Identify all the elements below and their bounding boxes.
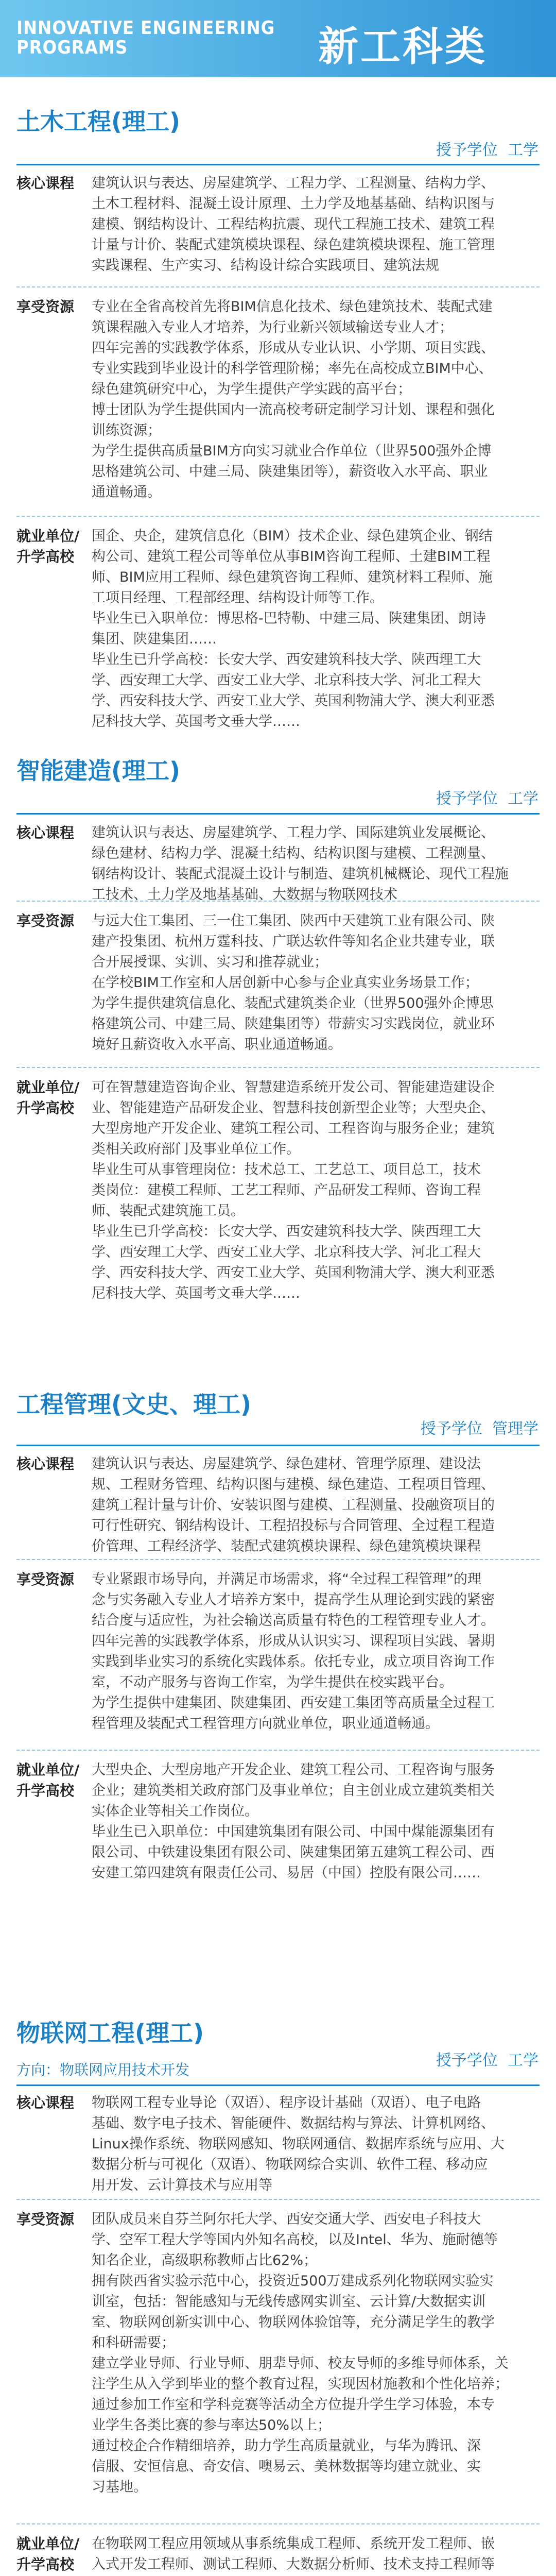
content-line: 学、空军工程大学等国内外知名高校，以及Intel、华为、施耐德等: [92, 2232, 498, 2248]
content-line: 专业紧跟市场导向，并满足市场需求，将“全过程工程管理”的理: [92, 1571, 481, 1587]
content-line: 四年完善的实践教学体系，形成从认识实习、课程项目实践、暑期: [92, 1633, 495, 1649]
program-section: [0, 77, 556, 730]
content-line: 为学生提供高质量BIM方向实习就业合作单位（世界500强外企博: [92, 443, 492, 459]
program-title: 智能建造(理工): [16, 757, 181, 785]
content-line: 建筑工程计量与计价、安装识图与建模、工程测量、投融资项目的: [92, 1497, 495, 1513]
row-content: [92, 2534, 540, 2576]
content-line: 绿色建筑研究中心，为学生提供产学实践的高平台；: [92, 381, 411, 397]
content-line: 用开发、云计算技术与应用等: [92, 2177, 272, 2193]
row-label: [16, 173, 89, 194]
banner-title-en-line1: INNOVATIVE ENGINEERING: [16, 18, 275, 39]
content-line: 工技术、土力学及地基基础、大数据与物联网技术: [92, 887, 397, 903]
content-line: 类岗位：建模工程师、工艺工程师、产品研发工程师、咨询工程: [92, 1182, 481, 1198]
content-line: 习基地。: [92, 2479, 147, 2495]
content-line: 毕业生已入职单位：中国建筑集团有限公司、中国中煤能源集团有: [92, 1824, 495, 1840]
content-line: 工项目经理、工程部经理、结构设计师等工作。: [92, 590, 384, 606]
content-line: 学、西安科技大学、西安工业大学、英国利物浦大学、澳大利亚悉: [92, 1265, 495, 1281]
content-line: 企业；建筑类相关政府部门及事业单位；自主创业成立建筑类相关: [92, 1783, 495, 1799]
row-label: [16, 1569, 89, 1590]
degree-label: 授予学位: [436, 141, 498, 159]
row-label-line: 就业单位/: [16, 1079, 80, 1096]
content-line: 师、BIM应用工程师、绿色建筑咨询工程师、建筑材料工程师、施: [92, 569, 493, 585]
content-line: 师、装配式建筑施工员。: [92, 1203, 245, 1219]
content-line: 价管理、工程经济学、装配式建筑模块课程、绿色建筑模块课程: [92, 1538, 481, 1554]
content-line: 建模、钢结构设计、工程结构抗震、现代工程施工技术、建筑工程: [92, 216, 495, 232]
banner-title-en-line2: PROGRAMS: [16, 37, 128, 58]
content-line: 大型房地产开发企业、建筑工程公司、工程咨询与服务企业；建筑: [92, 1121, 495, 1137]
row-divider: [16, 901, 540, 902]
row-label: [16, 2534, 89, 2575]
content-line: 和科研需要；: [92, 2335, 175, 2351]
row-label: [16, 1454, 89, 1475]
content-line: 建筑认识与表达、房屋建筑学、工程力学、工程测量、结构力学、: [92, 175, 495, 191]
row-content: [92, 1077, 540, 1304]
content-line: 注学生从入学到毕业的整个教育过程，实现因材施教和个性化培养；: [92, 2376, 509, 2392]
program-direction: 方向：物联网应用技术开发: [16, 2061, 190, 2078]
content-line: 为学生提供建筑信息化、装配式建筑类企业（世界500强外企博思: [92, 995, 494, 1011]
degree-label: 授予学位: [436, 2052, 498, 2070]
row-label: [16, 2093, 89, 2113]
content-line: 毕业生已入职单位：博思格-巴特勒、中建三局、陕建集团、朗诗: [92, 611, 486, 626]
content-line: 业、智能建造产品研发企业、智慧科技创新型企业等；大型央企、: [92, 1100, 495, 1116]
degree-info: [436, 786, 538, 808]
content-line: 思格建筑公司、中建三局、陕建集团等），薪资收入水平高、职业: [92, 464, 488, 480]
content-line: 建产投集团、杭州万霆科技、广联达软件等知名企业共建专业，联: [92, 934, 495, 950]
content-line: 境好且薪资收入水平高、职业通道畅通。: [92, 1037, 342, 1053]
program-section: [0, 1994, 556, 2576]
content-line: 实践到毕业实习的系统化实践体系。依托专业，成立项目咨询工作: [92, 1654, 495, 1670]
row-content: [92, 823, 540, 905]
content-line: 为学生提供中建集团、陕建集团、西安建工集团等高质量全过程工: [92, 1695, 495, 1711]
row-divider: [16, 2199, 540, 2200]
row-label-line: 核心课程: [16, 2094, 75, 2111]
content-line: 学、西安理工大学、西安工业大学、北京科技大学、河北工程大: [92, 1244, 481, 1260]
content-line: 构公司、建筑工程公司等单位从事BIM咨询工程师、土建BIM工程: [92, 549, 491, 565]
content-line: 建筑认识与表达、房屋建筑学、工程力学、国际建筑业发展概论、: [92, 825, 495, 841]
content-line: 钢结构设计、装配式混凝土设计与制造、建筑机械概论、现代工程施: [92, 866, 509, 882]
row-label: [16, 911, 89, 931]
content-line: 基础、数字电子技术、智能硬件、数据结构与算法、计算机网络、: [92, 2115, 495, 2131]
content-line: 学、西安理工大学、西安工业大学、北京科技大学、河北工程大: [92, 672, 481, 688]
content-line: 类相关政府部门及事业单位工作。: [92, 1141, 300, 1157]
content-line: 博士团队为学生提供国内一流高校考研定制学习计划、课程和强化: [92, 402, 495, 418]
content-line: 计量与计价、装配式建筑模块课程、绿色建筑模块课程、施工管理: [92, 237, 495, 253]
content-line: 通道畅通。: [92, 484, 161, 500]
content-line: 入式开发工程师、测试工程师、大数据分析师、技术支持工程师等: [92, 2556, 495, 2572]
section-divider: [16, 1445, 540, 1446]
row-label-line: 升学高校: [16, 1782, 75, 1799]
row-divider: [16, 1750, 540, 1751]
content-line: 物联网工程专业导论（双语）、程序设计基础（双语）、电子电路: [92, 2095, 481, 2111]
row-divider: [16, 516, 540, 517]
row-divider: [16, 286, 540, 287]
row-label: [16, 526, 89, 567]
content-line: 团队成员来自芬兰阿尔托大学、西安交通大学、西安电子科技大: [92, 2211, 481, 2227]
content-line: 程管理及装配式工程管理方向就业单位，职业通道畅通。: [92, 1716, 439, 1732]
degree-value: 工学: [508, 790, 538, 808]
content-line: 在物联网工程应用领域从事系统集成工程师、系统开发工程师、嵌: [92, 2536, 495, 2552]
content-line: Linux操作系统、物联网感知、物联网通信、数据库系统与应用、大: [92, 2136, 505, 2152]
content-line: 格建筑公司、中建三局、陕建集团等）带薪实习实践岗位，就业环: [92, 1016, 495, 1032]
content-line: 实体企业等相关工作岗位。: [92, 1803, 258, 1819]
program-title: 物联网工程(理工): [16, 2019, 204, 2047]
row-label: [16, 297, 89, 317]
row-content: [92, 526, 540, 732]
content-line: 国企、央企，建筑信息化（BIM）技术企业、绿色建筑企业、钢结: [92, 528, 493, 544]
row-content: [92, 1760, 540, 1884]
row-label-line: 升学高校: [16, 548, 75, 565]
banner-title-cn: 新工科类: [318, 24, 488, 70]
program-section: [0, 1350, 556, 1994]
row-content: [92, 297, 540, 503]
row-divider: [16, 2523, 540, 2524]
content-line: 专业实践到毕业设计的科学管理阶梯；率先在高校成立BIM中心、: [92, 361, 493, 377]
content-line: 室，不动产服务与咨询工作室，为学生提供在校实践平台。: [92, 1674, 453, 1690]
section-divider: [16, 813, 540, 815]
content-line: 尼科技大学、英国考文垂大学……: [92, 1285, 300, 1301]
row-label-line: 享受资源: [16, 2211, 75, 2228]
degree-value: 工学: [508, 2052, 538, 2070]
content-line: 集团、陕建集团……: [92, 631, 217, 647]
program-title: 土木工程(理工): [16, 108, 181, 135]
content-line: 合开展授课、实训、实习和推荐就业；: [92, 954, 328, 970]
row-label-line: 升学高校: [16, 1099, 75, 1116]
content-line: 筑课程融入专业人才培养，为行业新兴领域输送专业人才；: [92, 319, 453, 335]
row-divider: [16, 1559, 540, 1560]
content-line: 毕业生可从事管理岗位：技术总工、工艺总工、项目总工，技术: [92, 1162, 481, 1178]
row-content: [92, 2209, 540, 2498]
content-line: 大型央企、大型房地产开发企业、建筑工程公司、工程咨询与服务: [92, 1762, 495, 1778]
content-line: 安建工第四建筑有限责任公司、易居（中国）控股有限公司……: [92, 1865, 481, 1881]
content-line: 在学校BIM工作室和人居创新中心参与企业真实业务场景工作；: [92, 975, 479, 991]
content-line: 土木工程材料、混凝土设计原理、土力学及地基基础、结构识图与: [92, 196, 495, 212]
content-line: 毕业生已升学高校：长安大学、西安建筑科技大学、陕西理工大: [92, 652, 481, 668]
row-content: [92, 911, 540, 1055]
content-line: 通过校企合作精细培养，助力学生高质量就业，与华为腾讯、深: [92, 2438, 481, 2454]
degree-info: [436, 2047, 538, 2070]
banner-title-en: [16, 19, 275, 58]
content-line: 拥有陕西省实验示范中心，投资近500万建成系列化物联网实验实: [92, 2273, 494, 2289]
content-line: 专业在全省高校首先将BIM信息化技术、绿色建筑技术、装配式建: [92, 299, 493, 315]
content-line: 绿色建材、结构力学、混凝土结构、结构识图与建模、工程测量、: [92, 845, 495, 861]
content-line: 学、西安科技大学、西安工业大学、英国利物浦大学、澳大利亚悉: [92, 693, 495, 709]
section-divider: [16, 2084, 540, 2086]
row-label-line: 核心课程: [16, 824, 75, 841]
row-content: [92, 173, 540, 276]
content-line: 限公司、中铁建设集团有限公司、陕建集团第五建筑工程公司、西: [92, 1844, 495, 1860]
degree-value: 管理学: [492, 1420, 538, 1438]
row-label-line: 就业单位/: [16, 528, 80, 545]
row-label-line: 享受资源: [16, 298, 75, 315]
row-label-line: 就业单位/: [16, 2535, 80, 2552]
row-label: [16, 1077, 89, 1118]
degree-info: [421, 1416, 538, 1438]
row-label-line: 享受资源: [16, 1571, 75, 1588]
content-line: 训练资源；: [92, 422, 161, 438]
degree-label: 授予学位: [420, 1420, 482, 1438]
content-line: 规、工程财务管理、结构识图与建模、绿色建造、工程项目管理、: [92, 1477, 495, 1493]
row-label-line: 就业单位/: [16, 1761, 80, 1778]
content-line: 通过参加工作室和学科竞赛等活动全方位提升学生学习体验，本专: [92, 2397, 495, 2413]
row-label-line: 享受资源: [16, 912, 75, 929]
row-label-line: 核心课程: [16, 1455, 75, 1472]
content-line: 建筑认识与表达、房屋建筑学、绿色建材、管理学原理、建设法: [92, 1456, 481, 1472]
content-line: 室、物联网创新实训中心、物联网体验馆等，充分满足学生的教学: [92, 2314, 495, 2330]
row-label: [16, 2209, 89, 2230]
row-content: [92, 1569, 540, 1734]
row-label-line: 核心课程: [16, 175, 75, 192]
content-line: 建立学业导师、行业导师、朋辈导师、校友导师的多维导师体系，关: [92, 2355, 509, 2371]
content-line: 与远大住工集团、三一住工集团、陕西中天建筑工业有限公司、陕: [92, 913, 495, 929]
content-line: 训室，包括：智能感知与无线传感网实训室、云计算/大数据实训: [92, 2294, 486, 2310]
degree-info: [436, 137, 538, 160]
content-line: 信服、安恒信息、奇安信、噢易云、美林数据等均建立就业、实: [92, 2459, 481, 2475]
row-label: [16, 1760, 89, 1801]
row-label-line: 升学高校: [16, 2556, 75, 2573]
content-line: 念与实务融入专业人才培养方案中，提高学生从理论到实践的紧密: [92, 1592, 495, 1608]
degree-value: 工学: [508, 141, 538, 159]
program-title: 工程管理(文史、理工): [16, 1391, 252, 1418]
content-line: 业学生各类比赛的参与率达50%以上；: [92, 2417, 332, 2433]
content-line: 结合度与适应性，为社会输送高质量有特色的工程管理专业人才。: [92, 1613, 495, 1629]
content-line: 四年完善的实践教学体系，形成从专业认识、小学期、项目实践、: [92, 340, 495, 356]
content-line: 毕业生已升学高校：长安大学、西安建筑科技大学、陕西理工大: [92, 1224, 481, 1240]
content-line: 可行性研究、钢结构设计、工程招投标与合同管理、全过程工程造: [92, 1518, 495, 1534]
program-section: [0, 721, 556, 1350]
row-label: [16, 823, 89, 843]
header-banner: [0, 0, 556, 77]
content-line: 实践课程、生产实习、结构设计综合实践项目、建筑法规: [92, 258, 439, 274]
section-divider: [16, 164, 540, 165]
row-content: [92, 1454, 540, 1557]
content-line: 可在智慧建造咨询企业、智慧建造系统开发公司、智能建造建设企: [92, 1079, 495, 1095]
row-content: [92, 2093, 540, 2196]
degree-label: 授予学位: [436, 790, 498, 808]
content-line: 数据分析与可视化（双语）、物联网综合实训、软件工程、移动应: [92, 2157, 488, 2173]
content-line: 尼科技大学、英国考文垂大学……: [92, 714, 300, 730]
row-divider: [16, 1067, 540, 1068]
content-line: 知名企业，高级职称教师占比62%；: [92, 2252, 318, 2268]
